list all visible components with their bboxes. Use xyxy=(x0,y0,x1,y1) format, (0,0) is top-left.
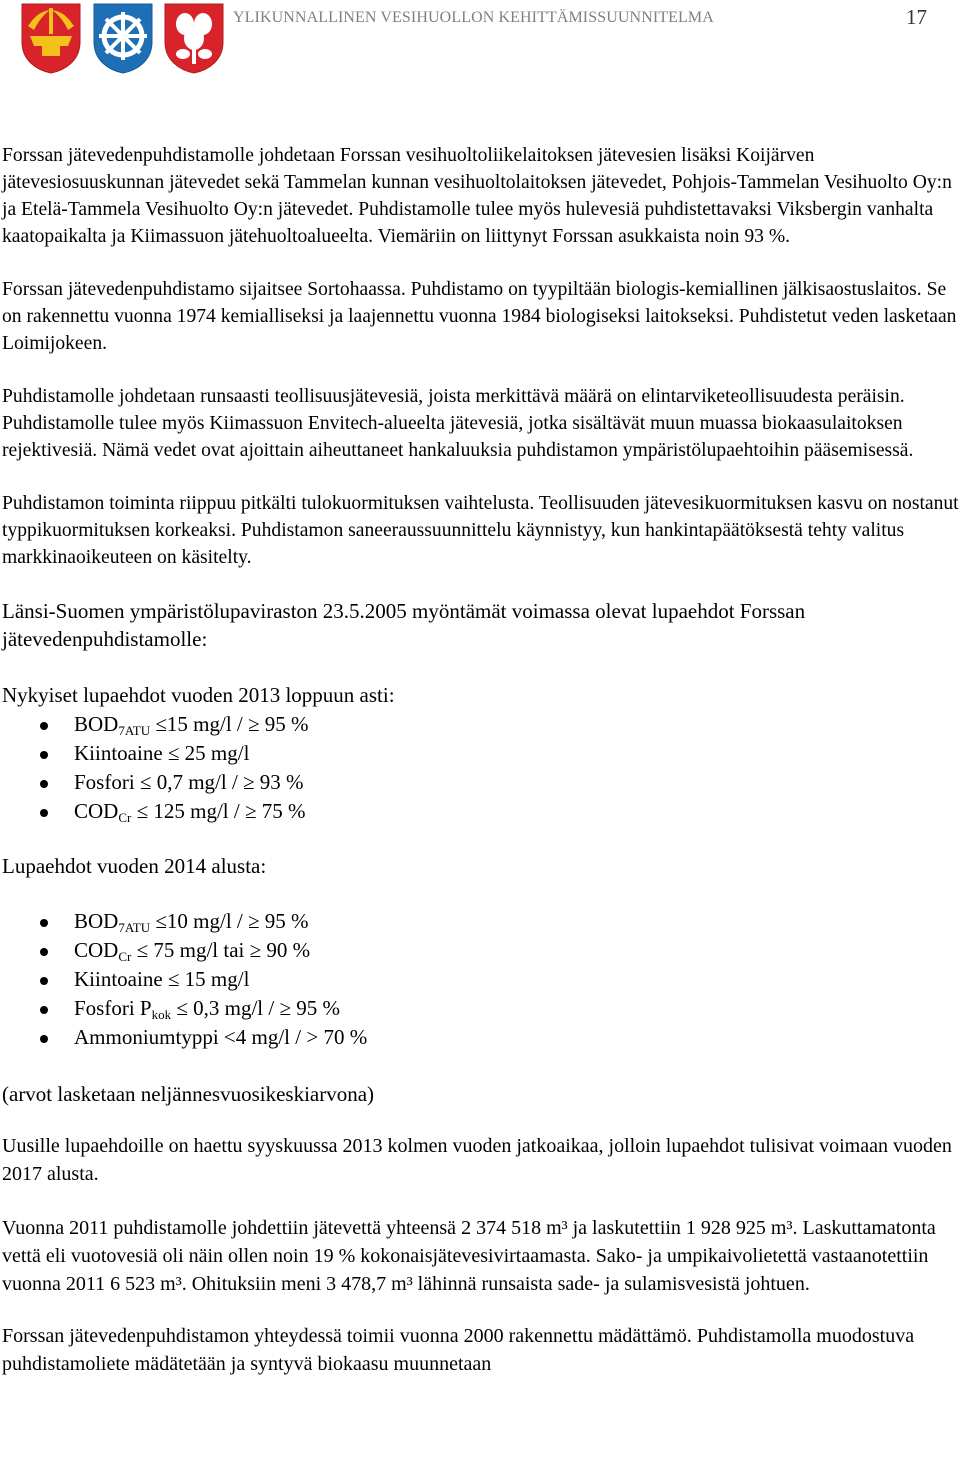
list-item: Fosfori ≤ 0,7 mg/l / ≥ 93 % xyxy=(2,768,960,797)
forssa-crest-icon xyxy=(20,2,82,74)
jokioinen-crest-icon xyxy=(92,2,154,74)
new-requirements-list xyxy=(2,907,960,1052)
list-item: Kiintoaine ≤ 15 mg/l xyxy=(2,965,960,994)
paragraph-treatment-plant-inflows: Forssan jätevedenpuhdistamolle johdetaan Forssan vesihuoltoliikelaitoksen jätevesien lisäksi Koijärven jätevesiosuuskunnan jätevedet sekä Tammelan kunnan vesihuoltolaitoksen jätevedet, Pohjois-Tammelan Vesihuolto Oy:n ja Etelä-Tammela Vesihuolto Oy:n jätevedet. Puhdistamolle tulee myös hulevesiä puhdistettavaksi Viksbergin vanhalta kaatopaikalta ja Kiimassuon jätehuoltoalueelta. Viemäriin on liittynyt Forssan asukkaista noin 93 %. xyxy=(2,145,952,247)
paragraph-permit-intro: Länsi-Suomen ympäristölupaviraston 23.5.2005 myöntämät voimassa olevat lupaehdot Forssan jätevedenpuhdistamolle: xyxy=(2,599,806,651)
page-number: 17 xyxy=(906,5,927,29)
document-title: YLIKUNNALLINEN VESIHUOLLON KEHITTÄMISSUUNNITELMA xyxy=(233,9,714,26)
current-requirements-list xyxy=(2,710,960,826)
page-header xyxy=(0,0,960,78)
current-permit-heading: Nykyiset lupaehdot vuoden 2013 loppuun asti: xyxy=(2,683,395,707)
tammela-crest-icon xyxy=(163,2,225,74)
list-item: $COD_{Cr} \le 125$ mg/l / ≥ 75 % xyxy=(2,797,960,826)
new-permit-heading: Lupaehdot vuoden 2014 alusta: xyxy=(2,854,267,878)
list-item: $BOD_{7ATU} \le 10$ mg/l / ≥ 95 % xyxy=(2,907,960,936)
list-item: $BOD_{7ATU} \le 15$ mg/l / ≥ 95 % xyxy=(2,710,960,739)
paragraph-extension-request: Uusille lupaehdoille on haettu syyskuussa 2013 kolmen vuoden jatkoaikaa, jolloin lupaehdot tulisivat voimaan vuoden 2017 alusta. xyxy=(2,1135,952,1185)
paragraph-2011-volumes: Vuonna 2011 puhdistamolle johdettiin jätevettä yhteensä 2 374 518 m³ ja laskutettiin 1 928 925 m³. Laskuttamatonta vettä eli vuotovesiä oli näin ollen noin 19 % kokonaisjätevesivirtaamasta. Sako- ja umpikaivolietettä vastaanotettiin vuonna 2011 6 523 m³. Ohituksiin meni 3 478,7 m³ lähinnä runsaista sade- ja sulamisvesistä johtuen. xyxy=(2,1217,936,1295)
averaging-note: (arvot lasketaan neljännesvuosikeskiarvona) xyxy=(2,1082,375,1106)
paragraph-plant-location: Forssan jätevedenpuhdistamo sijaitsee Sortohaassa. Puhdistamo on tyypiltään biologis-kemiallinen jälkisaostuslaitos. Se on rakennettu vuonna 1974 kemialliseksi ja laajennettu vuonna 1984 biologiseksi laitokseksi. Puhdistetut veden lasketaan Loimijokeen. xyxy=(2,279,957,354)
paragraph-digester: Forssan jätevedenpuhdistamon yhteydessä toimii vuonna 2000 rakennettu mädättämö. Puhdistamolla muodostuva puhdistamoliete mädätetään ja syntyvä biokaasu muunnetaan xyxy=(2,1325,915,1375)
document-body xyxy=(2,142,960,1378)
paragraph-industrial-wastewater: Puhdistamolle johdetaan runsaasti teollisuusjätevesiä, joista merkittävä määrä on elintarviketeollisuudesta peräisin. Puhdistamolle tulee myös Kiimassuon Envitech-alueelta jätevesiä, jotka sisältävät muun muassa biokaasulaitoksen rejektivesiä. Nämä vedet ovat ajoittain aiheuttaneet hankaluuksia puhdistamon ympäristölupaehtoihin pääsemisessä. xyxy=(2,386,914,461)
paragraph-plant-operation: Puhdistamon toiminta riippuu pitkälti tulokuormituksen vaihtelusta. Teollisuuden jätevesikuormituksen kasvu on nostanut typpikuormituksen korkeaksi. Puhdistamon saneeraussuunnittelu käynnistyy, kun hankintapäätöksestä tehty valitus markkinaoikeuteen on käsitelty. xyxy=(2,493,959,568)
list-item: Kiintoaine ≤ 25 mg/l xyxy=(2,739,960,768)
list-item: Fosfori $P_{kok} \le 0,3$ mg/l / ≥ 95 % xyxy=(2,994,960,1023)
list-item: Ammoniumtyppi <4 mg/l / > 70 % xyxy=(2,1023,960,1052)
list-item: $COD_{Cr} \le 75$ mg/l tai ≥ 90 % xyxy=(2,936,960,965)
